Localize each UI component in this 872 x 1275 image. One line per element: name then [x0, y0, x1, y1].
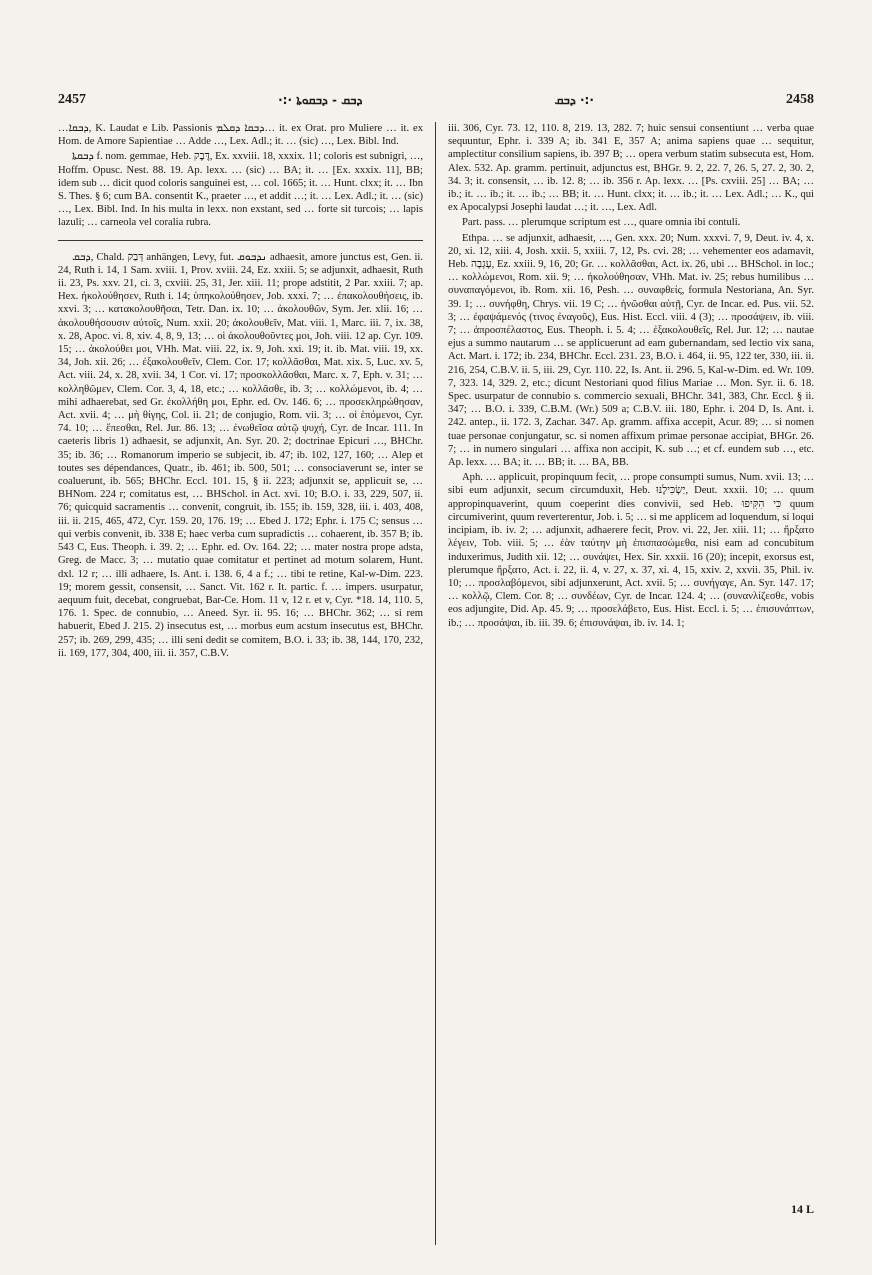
entry-paragraph: iii. 306, Cyr. 73. 12, 110. 8, 219. 13, 282. 7; huic sensui consentiunt … verba quae sequuntur, Ephr. i. 339 A; ib. 341 E, 357 A; anima sapiens quae … sequitur, amplectitur consilium sapiens, ib. 397 B; … opera verbum statim subsecuta est, Hom. Alex. 532. Ap. gramm. pertinuit, adjunctus est, BHGr. 9. 2, 22. 7, 26. 5, 27. 2, 30. 2, 34. 3; it. consensit, … ib. 12. 8; … ib. 356 r. Ap. lexx. … [Ps. cxviii. 25] … BA; … ib.; it. … ib.; it. … ib.; … BB; it. … Hunt. clxx; it. … ib.; it. … Lex. Adl.; … K., qui ex Apocalypsi Josephi laudat …; it. …, Lex. Adl.: [448, 123, 814, 214]
left-running-title: ܕܒܩ - ܕܒܩܘܬܐ ·:·: [278, 92, 363, 107]
right-column: [436, 122, 814, 1245]
signature-mark: 14 L: [790, 1202, 814, 1216]
two-column-body: [58, 122, 814, 1245]
left-column: [58, 122, 436, 1245]
right-page-number: 2458: [786, 92, 814, 107]
left-page-number: 2457: [58, 92, 86, 107]
entry-paragraph: Ethpa. … se adjunxit, adhaesit, …, Gen. xxx. 20; Num. xxxvi. 7, 9, Deut. iv. 4, x. 20, xi. 12, xiii. 4, Josh. xxii. 5, xxiii. 7, 12, Ps. cvi. 28; … vehementer eos adamavit, Heb. עָגְבָה, Ez. xxiii. 9, 16, 20; Gr. … κολλᾶσθαι, Act. ix. 26, ubi … BHSchol. in loc.; … κολλώμενοι, Rom. xii. 9; … ἠκολούθησαν, VHh. Mat. iv. 25; rebus humilibus … συναπαγόμενοι, ib. Rom. xii. 16, Pesh. … συναφθείς, formula Nestoriana, An. Syr. 39. 1; … συνήφθη, Chrys. vii. 19 C; … ἠνῶσθαι αὐτῇ, Cyr. de Incar. ed. Pus. vii. 52. 3; … ἐφαψάμενός (τινος ἐναγοῦς), Eus. Hist. Eccl. viii. 4 (3); … προσάψειν, ib. viii. 7; … ἀπροσπέλαστος, Eus. Theoph. i. 5. 4; … ἐξακολουθεῖς, Rel. Jur. 12; … nautae ejus a summo nautarum … se applicuerunt ad eam gubernandam, sed lectio vix sana, Act. Mart. i. 172; ib. 234, BHChr. Eccl. 231. 23, B.O. i. 464, ii. 95, 122 ter, 330, iii. ii. 216, 254, C.B.V. ii. 5, iii. 29, Cyr. 110. 22, Is. Ant. ii. 296. 5, Kal-w-Dim. ed. Wr. 109. 7, 323. 14, 329. 2, etc.; dicunt Nestoriani quod filius Mariae … Mon. Syr. ii. 6. 18. Spec. usurpatur de connubio s. commercio sexuali, BHChr. 341, 383, Chr. Eccl. § ii. 347; … B.O. i. 339, C.B.M. (Wr.) 509 a; C.B.V. iii. 180, Ephr. i. 204 D, Is. Ant. i. 242. antep., ii. 172. 3, Zachar. 347. Ap. gramm. affixa accepit, Acur. 89; … si nomen tuae personae conjungatur, sc. si nomen affixum primae personae accipiat, BHGr. 26. 7; … in numero singulari … affixa non accipit, K. sub …; et cf. eundem sub …, etc. Ap. lexx. … BA; it. … BB; it. … BA, BB.: [448, 232, 814, 469]
section-divider: [58, 240, 423, 241]
entry-paragraph: Part. pass. … plerumque scriptum est …, quare omnia ibi contuli.: [462, 217, 741, 229]
right-running-title: ·:· ܕܒܩ: [554, 92, 594, 107]
entry-paragraph: …ܕܒܩܐ, K. Laudat e Lib. Passionis ܕܒܩܐ ܕܩܠܡ… it. ex Orat. pro Muliere … it. ex Hom. de Amore Sapientiae … Adde …, Lex. Adl.; it. … (sic) …, Lex. Bibl. Ind.: [58, 123, 423, 148]
entry-paragraph: Aph. … applicuit, propinquum fecit, … prope consumpti sumus, Num. xvii. 13; … sibi eum adjunxit, secum circumduxit, Heb. יַשְׂכִּילֶנּוּ, Deut. xxxii. 10; … quum appropinquaverint, quum coeperint dies convivii, sed Heb. כִּי הִקִּיפוּ quum circumiverint, quum reverterentur, Job. i. 5; … si me applicem ad loquendum, si loqui incipiam, ib. iv. 2; … adjunxit, adhaerere fecit, Prov. vi. 22, Jer. xiii. 11; … ἤρξατο λέγειν, Tob. viii. 5; … ἐὰν ταύτην μὴ ἐπισπασώμεθα, nisi eam ad concubitum induxerimus, Judith xii. 12; … συνάψει, Hex. Sir. xxxii. 16 (20); incepit, exorsus est, plerumque ἤρξατο, Act. i. 22, ii. 4, v. 27, x. 37, xi. 4, 15, xxiv. 2, xxvii. 35, Phil. iv. 10; … προσλαβόμενοι, sibi adjunxerunt, Act. xvii. 5; … συνήγαγε, An. Syr. 147. 17; … κολλῷ, Clem. Cor. 8; … συνδέων, Cyr. de Incar. 124. 4; … (συνανλίζεσθε, vobis eos adjungite, Did. Ap. 45. 9; … προσελάβετο, Eus. Hist. Eccl. i. 5; … ἐπισυνάπτων, ib.; … προσάψαι, ib. iii. 39. 6; ἐπισυνάψαι, ib. iv. 14. 1;: [448, 472, 814, 629]
entry-paragraph: ܕܒܩܬܐ f. nom. gemmae, Heb. דֶּבֶק, Ex. xxviii. 18, xxxix. 11; coloris est subnigri, …, Hoffm. Opusc. Nest. 88. 19. Ap. lexx. … (sic) … BA; it. … [Ex. xxxix. 11], BB; idem sub … dicit quod coloris sanguinei est, … col. 1665; it. … Hunt. clxx; it. … Ibn S. Thes. § 6; cum BA. consentit K., praeter …, et addit …; it. … Lex. Adl.; it. … (sic) …, Lex. Bibl. Ind. In his multa in lexx. non exstant, sed … forte sit turcois; … lapis lazuli; … carneola vel coralia rubra.: [58, 151, 423, 229]
entry-paragraph: ܕܒܩ, Chald. דְּבַק anhängen, Levy, fut. ܢܕܒܘܩ adhaesit, amore junctus est, Gen. ii. 24, Ruth i. 14, 1 Sam. xviii. 1, Prov. xviii. 24, Ez. xxiii. 5; se adjunxit, adhaesit, Ruth ii. 23, Ps. xxv. 21, ci. 3, cxviii. 25, 31, Jer. xiii. 11; prope adstitit, 2 Par. xxiii. 7; ap. Hex. ἠκολούθησεν, Ruth i. 14; ὑπηκολούθησεν, Job. xxxi. 7; … ἐπακολουθήσεις, ib. xxvi. 3; … κατακολουθῆσαι, Tetr. Dan. ix. 10; … ἀκολουθῶν, Sym. Jer. xlii. 16; … ἀκολουθήσουσιν αὐτοῖς, Num. xxii. 20; ἀκολουθεῖν, Mat. viii. 1, Marc. iii. 7, ix. 38, x. 28, Apoc. vi. 8, xiv. 4, 8, 9, 13; … οἱ ἀκολουθοῦντες μοι, Joh. viii. 12 ap. Cyr. 109. 15; … ἀκολούθει μοι, VHh. Mat. viii. 22, ix. 9, Joh. xxi. 19; it. ib. Mat. viii. 19, xx. 34, Joh. xii. 26; … ἐξακολουθεῖν, Clem. Cor. 17; κολλᾶσθαι, Mat. xix. 5, Luc. xv. 5, Act. viii. 24, x. 28, xvii. 34, 1 Cor. vi. 17; προσκολλᾶσθαι, Marc. x. 7, Eph. v. 31; … κολληθῶμεν, Clem. Cor. 3, 4, 18, etc.; … κολλᾶσθε, ib. 3; … κολλώμενοι, ib. 4; … mihi adhaerebat, sed Gr. ἐκολλήθη μοι, Ephr. ed. Ov. 146. 6; … προσεκληρώθησαν, Act. xvii. 4; … μὴ θίγης, Col. ii. 21; de conjugio, Rom. vii. 3; … οἱ ἑπόμενοι, Cyr. 74. 10; … ἕπεσθαι, Rel. Jur. 86. 13; … ἐνωθεῖσα αὐτῷ ψυχή, Cyr. de Incar. 111. In caeteris libris 1) adhaesit, se adjunxit, An. Syr. 20. 2; doctrinae Epicuri …, BHChr. 35; ib. 36; … Romanorum imperio se subjecit, ib. 47; ib. 102, 127, 160; … Alep et toutes ses dépendances, Quatr., ib. 461; ib. 500, 501; … consociaverunt se, inter se coaluerunt, ib. 565; BHChr. Eccl. 101. 15, § ii. 223; adjunxit se, applicuit se, … BHNom. 224 r; comitatus est, … BHSchol. in Act. xvi. 10; B.O. i. 33, 229, 507, ii. 76; quicquid sacramentis … convenit, congruit, ib. 155; ib. 159, 328, iii. i. 403, 408, iii. ii. 215, 465, 472, Cyr. 159. 20, 176. 19; … Ebed J. 172; Ephr. i. 175 C; sensus … qui verbis convenit, ib. 338 E; haec verba cum supradictis … cohaerent, ib. 357 B; ib. 543 C, Eus. Theoph. i. 39. 2; … Ephr. ed. Ov. 164. 22; … mater nostra prope adsta, Greg. de Macc. 3; … mutatio quae comitatur et pertinet ad motum solarem, Hunt. dxl. 12 r; … illi adhaere, Is. Ant. i. 138. 6, 4 a f.; … tibi te retine, Kal-w-Dim. 223. 19; morem gessit, consensit, … Sanct. Vit. 162 r. It. partic. f. … impers. usurpatur, aequum fuit, decebat, congruebat, Bar-Ce. Hom. 11 v, 12 r. et v, Cyr. *18. 14, 110. 5, 176. 1. Spec. de connubio, … Aneed. Syr. ii. 95. 16; … BHChr. 362; … si rem habuerit, Ebed J. 215. 2) insecutus est, … morbus eum acstum insecutus est, BHChr. 257; ib. 269, 299, 435; … illi seni dedit se comitem, B.O. i. 33; ib. 38, 144, 170, 232, ii. 169, 177, 304, 400, iii. ii. 357, C.B.V.: [58, 251, 423, 659]
running-header: [58, 88, 814, 112]
